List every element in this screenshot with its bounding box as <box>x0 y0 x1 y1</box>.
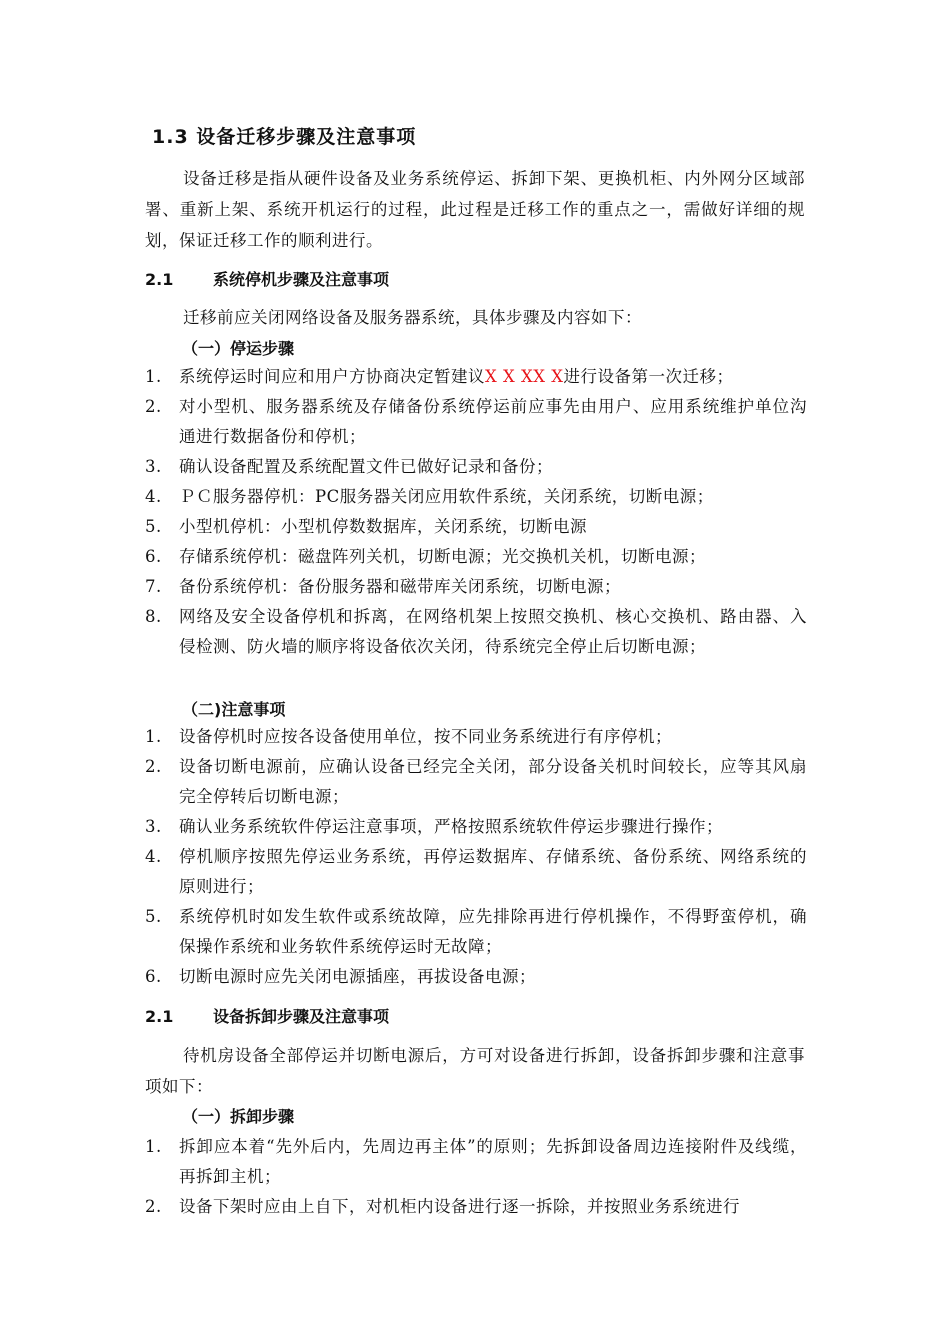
section-number: 2.1 <box>145 270 174 289</box>
list-text: 设备停机时应按各设备使用单位，按不同业务系统进行有序停机； <box>179 727 672 746</box>
list-number: 1. <box>145 367 162 386</box>
list-number: 7. <box>145 577 162 596</box>
section-1-3-intro: 设备迁移是指从硬件设备及业务系统停运、拆卸下架、更换机柜、内外网分区域部署、重新上架、系统开机运行的过程，此过程是迁移工作的重点之一，需做好详细的规划，保证迁移工作的顺利进行。 <box>145 169 805 250</box>
list-text: 切断电源时应先关闭电源插座，再拔设备电源； <box>179 967 536 986</box>
section-title: 系统停机步骤及注意事项 <box>213 270 390 289</box>
list-number: 6. <box>145 547 162 566</box>
list-text: 设备切断电源前，应确认设备已经完全关闭，部分设备关机时间较长，应等其风扇完全停转后切断电源； <box>179 757 807 806</box>
list-number: 3. <box>145 817 162 836</box>
placeholder-date: X X XX X <box>485 367 564 386</box>
list-text: 拆卸应本着“先外后内，先周边再主体”的原则；先拆卸设备周边连接附件及线缆，再拆卸主机； <box>179 1137 807 1186</box>
list-text: 网络及安全设备停机和拆离，在网络机架上按照交换机、核心交换机、路由器、入侵检测、防火墙的顺序将设备依次关闭，待系统完全停止后切断电源； <box>179 607 807 656</box>
shutdown-notes-heading: （二)注意事项 <box>182 700 286 719</box>
list-text: 对小型机、服务器系统及存储备份系统停运前应事先由用户、应用系统维护单位沟通进行数据备份和停机； <box>179 397 807 446</box>
list-item <box>145 392 807 452</box>
list-text: 系统停机时如发生软件或系统故障，应先排除再进行停机操作，不得野蛮停机，确保操作系统和业务软件系统停运时无故障； <box>179 907 807 956</box>
list-item <box>145 812 807 842</box>
section-heading-shutdown <box>145 267 389 290</box>
section-heading-dismantle <box>145 1004 389 1027</box>
list-number: 6. <box>145 967 162 986</box>
list-text: 存储系统停机：磁盘阵列关机，切断电源；光交换机关机，切断电源； <box>179 547 706 566</box>
list-text: 小型机停机：小型机停数数据库，关闭系统，切断电源 <box>179 517 587 536</box>
list-item <box>145 902 807 962</box>
section-title: 设备拆卸步骤及注意事项 <box>213 1007 390 1026</box>
list-number: 2. <box>145 397 162 416</box>
list-item <box>145 482 807 512</box>
list-text: ＰＣ服务器停机：PC服务器关闭应用软件系统，关闭系统，切断电源； <box>179 487 714 506</box>
list-text: 备份系统停机：备份服务器和磁带库关闭系统，切断电源； <box>179 577 621 596</box>
list-item <box>145 752 807 812</box>
list-number: 3. <box>145 457 162 476</box>
list-number: 2. <box>145 757 162 776</box>
dismantle-intro: 待机房设备全部停运并切断电源后，方可对设备进行拆卸，设备拆卸步骤和注意事项如下： <box>145 1046 805 1096</box>
list-number: 5. <box>145 907 162 926</box>
list-item <box>145 512 807 542</box>
shutdown-intro: 迁移前应关闭网络设备及服务器系统，具体步骤及内容如下： <box>183 308 642 327</box>
list-number: 1. <box>145 1137 162 1156</box>
section-title-1-3: 1.3 设备迁移步骤及注意事项 <box>152 126 417 148</box>
list-item <box>145 602 807 662</box>
list-item <box>145 962 807 992</box>
dismantle-steps-heading: （一）拆卸步骤 <box>182 1107 295 1126</box>
list-text: 停机顺序按照先停运业务系统，再停运数据库、存储系统、备份系统、网络系统的原则进行； <box>179 847 807 896</box>
list-item <box>145 452 807 482</box>
list-item <box>145 572 807 602</box>
list-text: 设备下架时应由上自下，对机柜内设备进行逐一拆除，并按照业务系统进行 <box>179 1197 740 1216</box>
list-item <box>145 362 807 392</box>
list-text: 确认设备配置及系统配置文件已做好记录和备份； <box>179 457 553 476</box>
list-number: 8. <box>145 607 162 626</box>
list-number: 4. <box>145 487 162 506</box>
list-item <box>145 722 807 752</box>
section-number: 2.1 <box>145 1007 174 1026</box>
list-number: 5. <box>145 517 162 536</box>
list-number: 1. <box>145 727 162 746</box>
list-item <box>145 842 807 902</box>
shutdown-steps-heading: （一）停运步骤 <box>182 339 295 358</box>
list-item <box>145 542 807 572</box>
list-number: 2. <box>145 1197 162 1216</box>
list-item <box>145 1132 807 1192</box>
list-item <box>145 1192 807 1222</box>
list-text: 系统停运时间应和用户方协商决定暂建议X X XX X进行设备第一次迁移； <box>179 367 734 386</box>
list-number: 4. <box>145 847 162 866</box>
list-text: 确认业务系统软件停运注意事项，严格按照系统软件停运步骤进行操作； <box>179 817 723 836</box>
